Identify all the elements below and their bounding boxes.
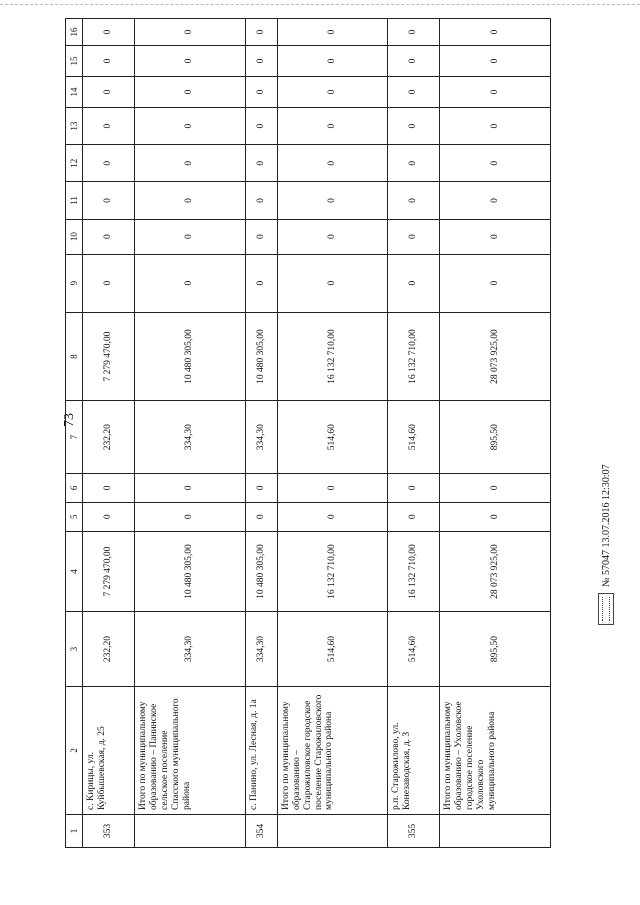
value-cell: 0	[245, 76, 277, 107]
col-header: 7	[66, 401, 83, 473]
value-cell: 16 132 710,00	[277, 531, 388, 612]
col-header: 14	[66, 76, 83, 107]
value-cell: 0	[134, 107, 245, 144]
value-cell: 10 480 305,00	[134, 312, 245, 401]
value-cell: 0	[277, 107, 388, 144]
value-cell: 0	[277, 145, 388, 182]
value-cell: 0	[245, 182, 277, 219]
value-cell: 0	[440, 219, 551, 254]
rotated-table-area	[65, 18, 551, 848]
address-cell: Итого по муниципальному образованию – Старожиловское городское поселение Старожиловского муниципального района	[277, 686, 388, 814]
value-cell: 232,20	[83, 612, 135, 686]
value-cell: 0	[277, 182, 388, 219]
col-header: 11	[66, 182, 83, 219]
value-cell: 334,30	[245, 612, 277, 686]
value-cell: 0	[388, 254, 440, 312]
value-cell: 0	[134, 45, 245, 76]
value-cell: 28 073 925,00	[440, 312, 551, 401]
value-cell: 0	[440, 473, 551, 502]
col-header: 15	[66, 45, 83, 76]
page-number: 73	[62, 413, 77, 427]
row-number-cell: 353	[83, 814, 135, 847]
col-header: 12	[66, 145, 83, 182]
value-cell: 0	[245, 473, 277, 502]
value-cell: 232,20	[83, 401, 135, 473]
table-row	[388, 19, 440, 848]
value-cell: 0	[440, 107, 551, 144]
value-cell: 7 279 470,00	[83, 531, 135, 612]
address-cell: Итого по муниципальному образованию – Ухоловское городское поселение Ухоловского муниципального района	[440, 686, 551, 814]
value-cell: 0	[277, 219, 388, 254]
value-cell: 0	[134, 145, 245, 182]
value-cell: 0	[134, 254, 245, 312]
value-cell: 514,60	[388, 612, 440, 686]
value-cell: 0	[388, 76, 440, 107]
data-table	[65, 18, 551, 848]
col-header: 10	[66, 219, 83, 254]
rotation-wrapper	[65, 18, 551, 848]
value-cell: 0	[245, 19, 277, 46]
value-cell: 0	[245, 45, 277, 76]
value-cell: 0	[245, 502, 277, 531]
address-cell: р.п. Старожилово, ул. Конезаводская, д. 3	[388, 686, 440, 814]
table-row	[440, 19, 551, 848]
value-cell: 0	[83, 473, 135, 502]
col-header: 16	[66, 19, 83, 46]
value-cell: 0	[134, 473, 245, 502]
value-cell: 0	[440, 45, 551, 76]
value-cell: 28 073 925,00	[440, 531, 551, 612]
value-cell: 0	[245, 219, 277, 254]
value-cell: 0	[388, 473, 440, 502]
value-cell: 0	[83, 19, 135, 46]
col-header: 5	[66, 502, 83, 531]
value-cell: 0	[134, 219, 245, 254]
col-header: 4	[66, 531, 83, 612]
value-cell: 514,60	[388, 401, 440, 473]
value-cell: 0	[83, 502, 135, 531]
col-header: 13	[66, 107, 83, 144]
value-cell: 0	[83, 45, 135, 76]
address-cell: с. Кирицы, ул. Куйбышевская, д. 25	[83, 686, 135, 814]
value-cell: 10 480 305,00	[245, 531, 277, 612]
value-cell: 0	[245, 145, 277, 182]
value-cell: 0	[388, 107, 440, 144]
value-cell: 0	[440, 182, 551, 219]
value-cell: 0	[83, 254, 135, 312]
row-number-cell	[134, 814, 245, 847]
col-header: 8	[66, 312, 83, 401]
value-cell: 0	[134, 182, 245, 219]
value-cell: 0	[277, 76, 388, 107]
col-header: 6	[66, 473, 83, 502]
value-cell: 514,60	[277, 612, 388, 686]
value-cell: 16 132 710,00	[277, 312, 388, 401]
value-cell: 0	[440, 145, 551, 182]
value-cell: 0	[440, 254, 551, 312]
value-cell: 0	[388, 182, 440, 219]
doc-stamp: № 57047 13.07.2016 12:30:07	[600, 464, 612, 587]
value-cell: 0	[388, 502, 440, 531]
row-number-cell	[277, 814, 388, 847]
value-cell: 0	[134, 502, 245, 531]
value-cell: 895,50	[440, 612, 551, 686]
value-cell: 0	[245, 107, 277, 144]
col-header: 3	[66, 612, 83, 686]
row-number-cell: 354	[245, 814, 277, 847]
value-cell: 16 132 710,00	[388, 312, 440, 401]
address-cell: с. Панино, ул. Лесная, д. 1а	[245, 686, 277, 814]
value-cell: 7 279 470,00	[83, 312, 135, 401]
value-cell: 0	[388, 219, 440, 254]
table-row	[277, 19, 388, 848]
col-header: 1	[66, 814, 83, 847]
address-cell: Итого по муниципальному образованию – Панинское сельское поселение Спасского муниципального района	[134, 686, 245, 814]
value-cell: 334,30	[134, 612, 245, 686]
value-cell: 0	[83, 219, 135, 254]
col-header: 9	[66, 254, 83, 312]
col-header: 2	[66, 686, 83, 814]
page-top-border	[0, 4, 640, 5]
value-cell: 0	[83, 76, 135, 107]
value-cell: 0	[245, 254, 277, 312]
value-cell: 0	[83, 145, 135, 182]
value-cell: 0	[134, 19, 245, 46]
value-cell: 0	[277, 19, 388, 46]
value-cell: 0	[388, 45, 440, 76]
value-cell: 514,60	[277, 401, 388, 473]
value-cell: 0	[277, 254, 388, 312]
header-row	[66, 19, 83, 848]
value-cell: 10 480 305,00	[134, 531, 245, 612]
row-number-cell	[440, 814, 551, 847]
value-cell: 0	[388, 145, 440, 182]
value-cell: 0	[277, 45, 388, 76]
value-cell: 334,30	[245, 401, 277, 473]
value-cell: 0	[277, 473, 388, 502]
value-cell: 0	[277, 502, 388, 531]
table-row	[134, 19, 245, 848]
table-row	[83, 19, 135, 848]
seal-icon	[598, 593, 614, 625]
value-cell: 0	[83, 107, 135, 144]
row-number-cell: 355	[388, 814, 440, 847]
table-row	[245, 19, 277, 848]
value-cell: 0	[440, 76, 551, 107]
value-cell: 334,30	[134, 401, 245, 473]
value-cell: 895,50	[440, 401, 551, 473]
value-cell: 0	[440, 19, 551, 46]
value-cell: 0	[134, 76, 245, 107]
value-cell: 10 480 305,00	[245, 312, 277, 401]
value-cell: 0	[83, 182, 135, 219]
value-cell: 0	[388, 19, 440, 46]
value-cell: 16 132 710,00	[388, 531, 440, 612]
value-cell: 0	[440, 502, 551, 531]
document-footer	[596, 365, 616, 625]
